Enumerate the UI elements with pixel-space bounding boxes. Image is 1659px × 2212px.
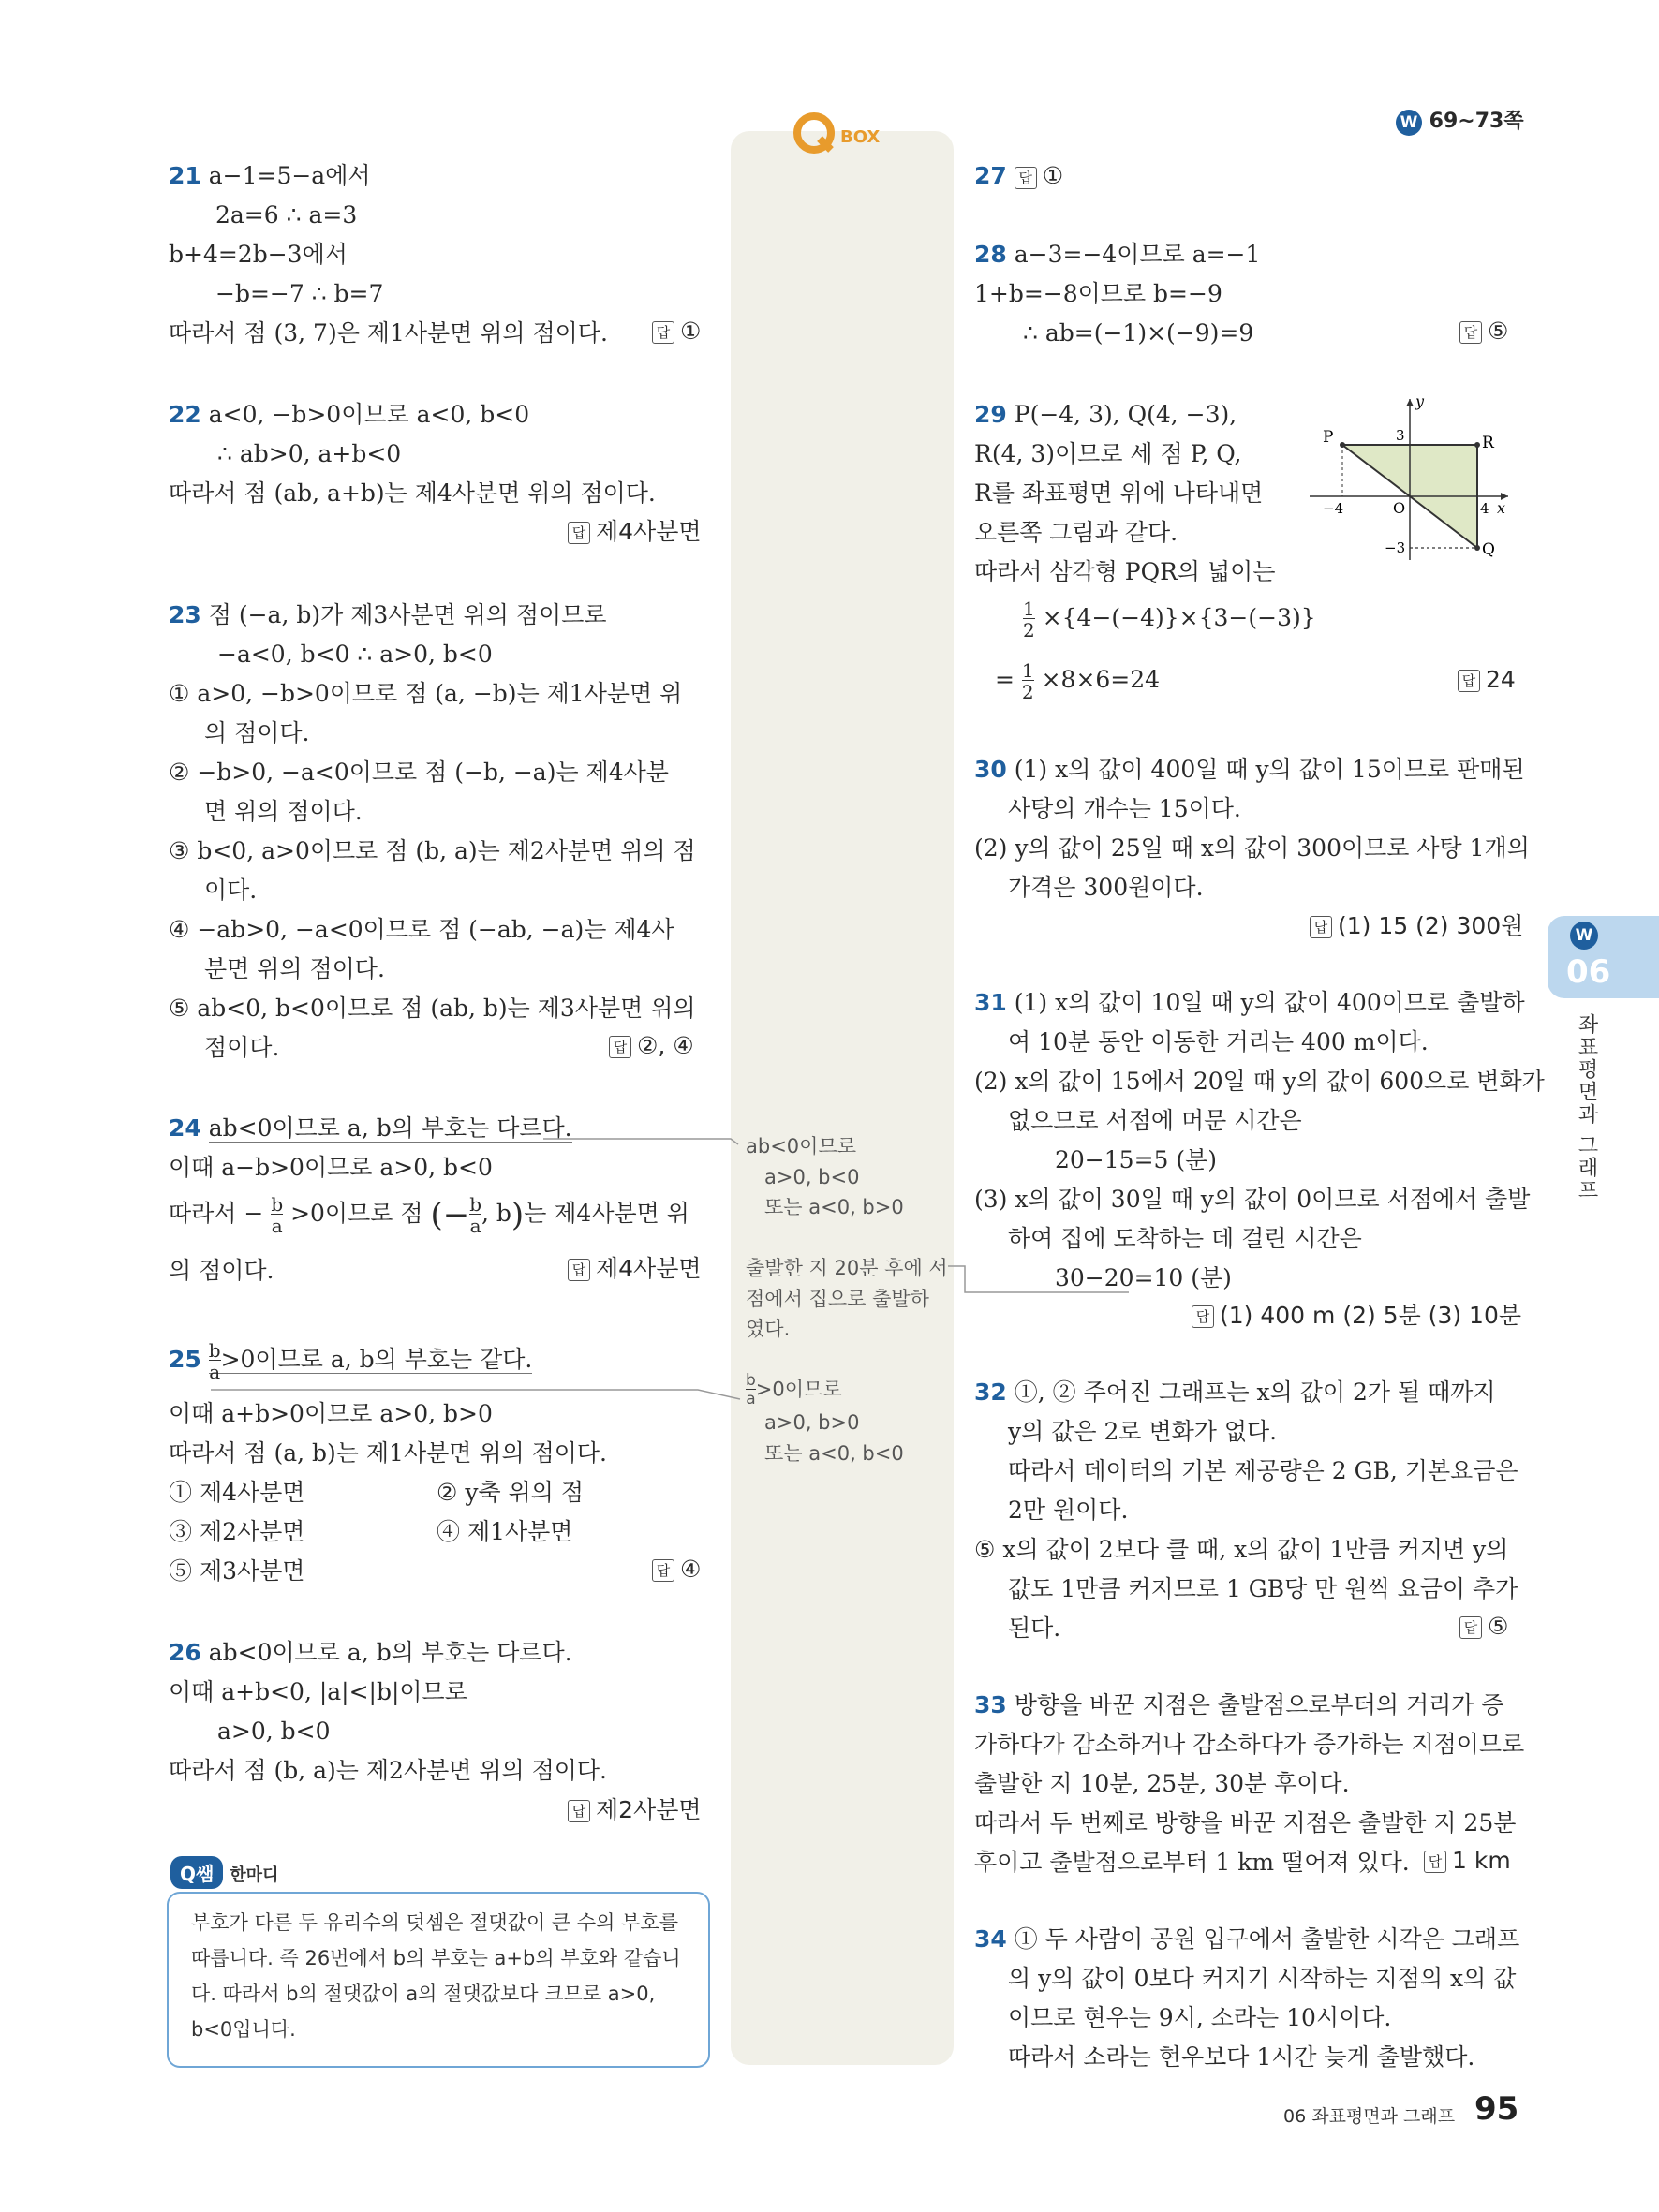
p34-line2: 의 y의 값이 0보다 커지기 시작하는 지점의 x의 값 <box>1008 1965 1517 1992</box>
answer-icon: 답 <box>1459 321 1482 344</box>
problem-21: 21 a−1=5−a에서 <box>169 162 371 189</box>
p33-line3: 출발한 지 10분, 25분, 30분 후이다. <box>974 1770 1350 1797</box>
p22-answer: 답 제4사분면 <box>568 520 702 544</box>
problem-32: 32 ①, ② 주어진 그래프는 x의 값이 2가 될 때까지 <box>974 1379 1496 1406</box>
answer-icon: 답 <box>609 1036 631 1058</box>
chapter-tab-number: 06 <box>1566 953 1611 991</box>
page-number: 95 <box>1474 2090 1519 2128</box>
p24-line3: 따라서 − $\frac{b}{a}$ >0이므로 점 (− $\frac{b}{a}$ , b)는 제4사분면 위 <box>169 1193 689 1237</box>
qbox-logo: BOX <box>792 111 895 163</box>
p22-line3: 따라서 점 (ab, a+b)는 제4사분면 위의 점이다. <box>169 479 656 507</box>
note-24: ab<0이므로 a>0, b<0 또는 a<0, b>0 <box>746 1135 904 1219</box>
svg-text:x: x <box>1497 499 1506 517</box>
answer-icon: 답 <box>1458 670 1480 692</box>
answer-icon: 답 <box>1310 916 1332 938</box>
fraction: $\frac{b}{a}$ <box>208 1339 221 1383</box>
p25-line2: 이때 a+b>0이므로 a>0, b>0 <box>169 1400 493 1427</box>
p21-line2: 2a=6 ∴ a=3 <box>215 201 358 229</box>
p23-line2: −a<0, b<0 ∴ a>0, b<0 <box>217 641 493 668</box>
answer-icon: 답 <box>652 1559 674 1582</box>
problem-27: 27 답 ① <box>974 162 1064 189</box>
problem-23: 23 점 (−a, b)가 제3사분면 위의 점이므로 <box>169 601 607 628</box>
p23-opt5b: 점이다. <box>204 1034 280 1061</box>
p25-opt2: ② y축 위의 점 <box>437 1479 584 1506</box>
chapter-tab-badge: W <box>1570 922 1598 950</box>
p30-line4: 가격은 300원이다. <box>1008 874 1204 901</box>
svg-text:−3: −3 <box>1385 539 1406 556</box>
p34-line3: 이므로 현우는 9시, 소라는 10시이다. <box>1008 2004 1392 2031</box>
problem-22: 22 a<0, −b>0이므로 a<0, b<0 <box>169 401 530 428</box>
p25-opt1: ① 제4사분면 <box>169 1479 305 1506</box>
p31-answer: 답 (1) 400 m (2) 5분 (3) 10분 <box>1192 1304 1521 1328</box>
p23-answer: 답 ②, ④ <box>609 1034 694 1058</box>
p28-line3: ∴ ab=(−1)×(−9)=9 <box>1023 319 1254 347</box>
p23-opt4a: ④ −ab>0, −a<0이므로 점 (−ab, −a)는 제4사 <box>169 916 674 943</box>
svg-text:3: 3 <box>1396 427 1405 444</box>
page-range: W 69~73쪽 <box>1396 105 1524 136</box>
p23-opt3a: ③ b<0, a>0이므로 점 (b, a)는 제2사분면 위의 점 <box>169 837 696 864</box>
p24-line4: 의 점이다. <box>169 1257 274 1284</box>
p21-answer: 답 ① <box>652 319 701 344</box>
p30-line2: 사탕의 개수는 15이다. <box>1008 795 1241 822</box>
p31-line6: (3) x의 값이 30일 때 y의 값이 0이므로 서점에서 출발 <box>974 1186 1531 1213</box>
fraction: $\frac{b}{a}$ <box>469 1193 482 1237</box>
p25-opt5: ⑤ 제3사분면 <box>169 1557 305 1585</box>
p32-line5: ⑤ x의 값이 2보다 클 때, x의 값이 1만큼 커지면 y의 <box>974 1536 1509 1563</box>
answer-icon: 답 <box>1192 1305 1214 1328</box>
p26-answer: 답 제2사분면 <box>568 1798 702 1822</box>
chapter-tab-title: 좌표평면과 그래프 <box>1575 1013 1598 1202</box>
p30-line3: (2) y의 값이 25일 때 x의 값이 300이므로 사탕 1개의 <box>974 834 1530 862</box>
p32-answer: 답 ⑤ <box>1459 1615 1508 1639</box>
svg-text:Q: Q <box>1482 540 1495 559</box>
fraction: $\frac{b}{a}$ <box>746 1371 756 1408</box>
p28-line2: 1+b=−8이므로 b=−9 <box>974 280 1222 307</box>
p25-line3: 따라서 점 (a, b)는 제1사분면 위의 점이다. <box>169 1439 607 1467</box>
p26-line2: 이때 a+b<0, |a|<|b|이므로 <box>169 1678 467 1705</box>
tip-header: Q쌤 한마디 <box>170 1856 278 1889</box>
p32-line7: 된다. <box>1008 1615 1061 1642</box>
problem-26: 26 ab<0이므로 a, b의 부호는 다르다. <box>169 1639 572 1666</box>
p32-line4: 2만 원이다. <box>1008 1497 1129 1524</box>
p29-answer: 답 24 <box>1458 668 1516 692</box>
p31-line8: 30−20=10 (분) <box>1055 1264 1232 1291</box>
p33-line5: 후이고 출발점으로부터 1 km 떨어져 있다. <box>974 1849 1410 1876</box>
problem-33: 33 방향을 바꾼 지점은 출발점으로부터의 거리가 증 <box>974 1691 1504 1718</box>
p31-line5: 20−15=5 (분) <box>1055 1146 1218 1173</box>
p21-line4: −b=−7 ∴ b=7 <box>215 280 384 307</box>
problem-24: 24 ab<0이므로 a, b의 부호는 다르다. <box>169 1114 572 1142</box>
problem-30: 30 (1) x의 값이 400일 때 y의 값이 15이므로 판매된 <box>974 756 1525 783</box>
tip-text: 부호가 다른 두 유리수의 덧셈은 절댓값이 큰 수의 부호를 따릅니다. 즉 26번에서 b의 부호는 a+b의 부호와 같습니다. 따라서 b의 절댓값이 a의 절댓값보다 크므로 a>0, b<0입니다. <box>191 1911 681 2041</box>
problem-34: 34 ① 두 사람이 공원 입구에서 출발한 시각은 그래프 <box>974 1925 1520 1953</box>
p32-line6: 값도 1만큼 커지므로 1 GB당 만 원씩 요금이 추가 <box>1008 1575 1518 1602</box>
p23-opt5a: ⑤ ab<0, b<0이므로 점 (ab, b)는 제3사분면 위의 <box>169 995 696 1022</box>
note-31: 출발한 지 20분 후에 서 점에서 집으로 출발하 였다. <box>746 1257 948 1341</box>
footer-chapter: 06 좌표평면과 그래프 <box>1283 2106 1456 2127</box>
p31-line4: 없으므로 서점에 머문 시간은 <box>1008 1107 1302 1134</box>
p26-line4: 따라서 점 (b, a)는 제2사분면 위의 점이다. <box>169 1757 607 1784</box>
fraction: $\frac{b}{a}$ <box>271 1193 284 1237</box>
p23-opt2b: 면 위의 점이다. <box>204 798 363 825</box>
problem-25: 25 $\frac{b}{a}$ >0이므로 a, b의 부호는 같다. <box>169 1339 533 1383</box>
p29-line3: R를 좌표평면 위에 나타내면 <box>974 479 1264 507</box>
answer-icon: 답 <box>568 522 590 544</box>
p25-answer: 답 ④ <box>652 1557 701 1582</box>
p29-line6: $\frac{1}{2}$ ×{4−(−4)}×{3−(−3)} <box>1023 597 1316 641</box>
p24-answer: 답 제4사분면 <box>568 1257 702 1281</box>
w-badge: W <box>1396 110 1422 136</box>
coordinate-graph <box>1302 393 1527 562</box>
svg-text:R: R <box>1482 434 1494 452</box>
p33-line2: 가하다가 감소하거나 감소하다가 증가하는 지점이므로 <box>974 1731 1525 1758</box>
p33-line4: 따라서 두 번째로 방향을 바꾼 지점은 출발한 지 25분 <box>974 1809 1517 1836</box>
p32-line3: 따라서 데이터의 기본 제공량은 2 GB, 기본요금은 <box>1008 1457 1518 1484</box>
p23-opt4b: 분면 위의 점이다. <box>204 955 385 982</box>
p32-line2: y의 값은 2로 변화가 없다. <box>1008 1418 1278 1445</box>
answer-icon: 답 <box>652 321 674 344</box>
p33-answer: 답 1 km <box>1424 1849 1511 1873</box>
p25-opt4: ④ 제1사분면 <box>437 1518 573 1545</box>
p34-line4: 따라서 소라는 현우보다 1시간 늦게 출발했다. <box>1008 2043 1475 2071</box>
problem-28: 28 a−3=−4이므로 a=−1 <box>974 241 1261 268</box>
svg-text:4: 4 <box>1480 500 1489 517</box>
p23-opt2a: ② −b>0, −a<0이므로 점 (−b, −a)는 제4사분 <box>169 759 669 786</box>
p31-line7: 하여 집에 도착하는 데 걸린 시간은 <box>1008 1225 1362 1252</box>
answer-icon: 답 <box>1459 1616 1482 1639</box>
p23-opt1b: 의 점이다. <box>204 719 310 746</box>
p25-opt3: ③ 제2사분면 <box>169 1518 305 1545</box>
p28-answer: 답 ⑤ <box>1459 319 1508 344</box>
answer-icon: 답 <box>1424 1851 1446 1873</box>
svg-text:P: P <box>1323 428 1334 447</box>
p23-opt3b: 이다. <box>204 877 258 904</box>
p30-answer: 답 (1) 15 (2) 300원 <box>1310 914 1523 938</box>
fraction: $\frac{1}{2}$ <box>1021 659 1034 703</box>
p21-line5: 따라서 점 (3, 7)은 제1사분면 위의 점이다. <box>169 319 608 347</box>
note-25: $\frac{b}{a}$ >0이므로 a>0, b>0 또는 a<0, b<0 <box>746 1371 904 1465</box>
p29-line7: = $\frac{1}{2}$ ×8×6=24 <box>995 659 1161 703</box>
problem-31: 31 (1) x의 값이 10일 때 y의 값이 400이므로 출발하 <box>974 989 1525 1016</box>
fraction: $\frac{1}{2}$ <box>1023 597 1035 641</box>
p21-line3: b+4=2b−3에서 <box>169 241 348 268</box>
p31-line2: 여 10분 동안 이동한 거리는 400 m이다. <box>1008 1028 1429 1055</box>
p31-line3: (2) x의 값이 15에서 20일 때 y의 값이 600으로 변화가 <box>974 1068 1545 1095</box>
p29-line2: R(4, 3)이므로 세 점 P, Q, <box>974 440 1242 467</box>
svg-text:O: O <box>1393 499 1406 517</box>
p24-line2: 이때 a−b>0이므로 a>0, b<0 <box>169 1154 493 1181</box>
p23-opt1a: ① a>0, −b>0이므로 점 (a, −b)는 제1사분면 위 <box>169 680 683 707</box>
answer-icon: 답 <box>568 1259 590 1281</box>
svg-text:y: y <box>1415 393 1425 410</box>
p26-line3: a>0, b<0 <box>217 1718 331 1745</box>
problem-29: 29 P(−4, 3), Q(4, −3), <box>974 401 1237 428</box>
answer-icon: 답 <box>568 1800 590 1822</box>
p29-line5: 따라서 삼각형 PQR의 넓이는 <box>974 558 1276 585</box>
p22-line2: ∴ ab>0, a+b<0 <box>217 440 402 467</box>
svg-text:−4: −4 <box>1323 500 1344 517</box>
p29-line4: 오른쪽 그림과 같다. <box>974 519 1178 546</box>
tip-badge: Q쌤 <box>170 1856 223 1889</box>
answer-icon: 답 <box>1015 167 1037 189</box>
